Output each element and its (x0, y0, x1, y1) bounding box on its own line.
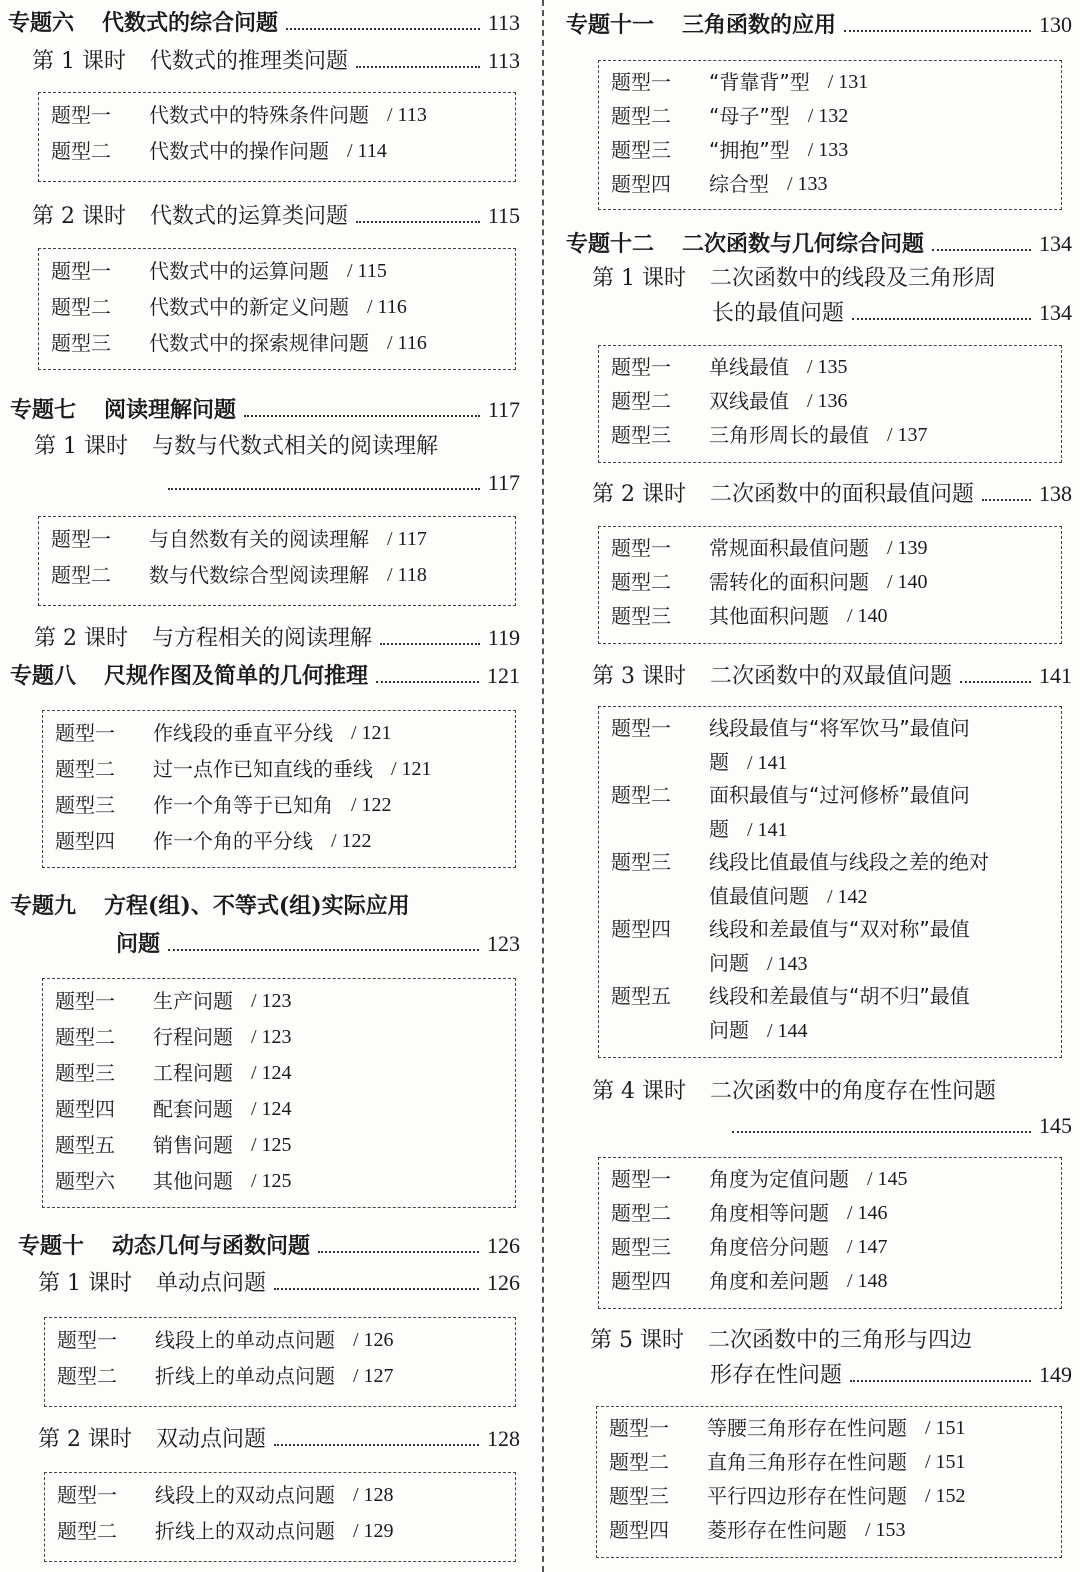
lesson-number: 第 1 课时 (592, 266, 686, 291)
page-number: 121 (487, 663, 520, 688)
topic-number: 专题六 (8, 10, 75, 36)
page-ref: / 127 (353, 1365, 394, 1387)
page-number: 130 (1039, 12, 1072, 37)
type-title: 角度为定值问题 (709, 1167, 849, 1191)
question-type-row[interactable] (611, 531, 1049, 565)
lesson-number: 第 1 课时 (38, 1271, 132, 1296)
lesson-number: 第 2 课时 (34, 626, 128, 651)
lesson-title: 二次函数中的三角形与四边 (707, 1328, 972, 1353)
type-label: 题型一 (51, 103, 111, 127)
leader-dots (274, 1288, 479, 1290)
question-type-box (598, 526, 1062, 644)
type-label: 题型三 (55, 793, 115, 817)
question-type-box (42, 978, 516, 1208)
page-ref: / 124 (251, 1062, 292, 1084)
type-title: 销售问题 (153, 1133, 233, 1157)
question-type-row[interactable] (55, 1091, 503, 1127)
type-title: 与自然数有关的阅读理解 (149, 527, 369, 551)
page-ref: / 140 (847, 605, 888, 627)
topic-number: 专题九 (10, 893, 77, 919)
leader-dots (356, 221, 480, 223)
type-title: 角度和差问题 (709, 1269, 829, 1293)
question-type-row[interactable] (51, 133, 503, 169)
page-ref: / 114 (347, 140, 387, 162)
type-title: 代数式中的运算问题 (149, 259, 329, 283)
type-title: 配套问题 (153, 1097, 233, 1121)
type-label: 题型一 (55, 989, 115, 1013)
type-label: 题型一 (57, 1483, 117, 1507)
toc-entry-lesson-page-line[interactable] (712, 296, 1072, 331)
page-ref: / 152 (925, 1485, 966, 1507)
type-title: 线段和差最值与“双对称”最值 (709, 917, 970, 941)
leader-dots (852, 318, 1031, 320)
page-number: 138 (1039, 481, 1072, 506)
question-type-box (44, 1472, 516, 1562)
type-title: 折线上的双动点问题 (155, 1519, 335, 1543)
leader-dots (960, 681, 1031, 683)
page-ref: / 122 (351, 794, 392, 816)
type-title: 角度相等问题 (709, 1201, 829, 1225)
question-type-row[interactable] (611, 1196, 1049, 1230)
question-type-box (598, 1157, 1062, 1309)
page-ref: / 129 (353, 1520, 394, 1542)
type-label: 题型一 (51, 527, 111, 551)
lesson-number: 第 2 课时 (592, 482, 686, 507)
type-label: 题型三 (611, 850, 671, 874)
lesson-number: 第 2 课时 (38, 1427, 132, 1452)
leader-dots (380, 643, 480, 645)
lesson-title: 单动点问题 (155, 1271, 266, 1296)
toc-entry-topic-10[interactable] (18, 1229, 520, 1263)
question-type-box (38, 516, 516, 606)
page-number: 113 (487, 10, 520, 35)
toc-entry-lesson-title-line[interactable] (592, 262, 1072, 296)
page-ref: / 133 (807, 139, 849, 161)
question-type-box (38, 92, 516, 182)
page-ref: / 116 (367, 296, 407, 318)
page-number: 145 (1039, 1113, 1072, 1138)
type-label: 题型二 (611, 1201, 671, 1225)
type-title: 需转化的面积问题 (709, 570, 869, 594)
type-title: 线段最值与“将军饮马”最值问 (709, 716, 970, 740)
topic-title: 方程(组)、不等式(组)实际应用 (104, 893, 410, 919)
leader-dots (932, 249, 1031, 251)
type-label: 题型二 (611, 104, 671, 128)
page-ref: / 125 (251, 1170, 292, 1192)
page-ref: / 137 (887, 424, 928, 446)
type-title-continued: 问题 (709, 1018, 749, 1042)
question-type-row[interactable] (611, 845, 1049, 912)
type-label: 题型一 (57, 1328, 117, 1352)
page-ref: / 143 (767, 953, 808, 975)
type-title: 面积最值与“过河修桥”最值问 (709, 783, 970, 807)
page-ref: / 136 (807, 390, 848, 412)
type-label: 题型一 (611, 1167, 671, 1191)
type-label: 题型三 (609, 1484, 669, 1508)
page-ref: / 131 (827, 71, 869, 93)
question-type-box (598, 60, 1062, 210)
question-type-row[interactable] (57, 1322, 503, 1358)
type-label: 题型三 (611, 604, 671, 628)
question-type-row[interactable] (51, 557, 503, 593)
type-title-continued: 题 (709, 750, 729, 774)
leader-dots (850, 1380, 1031, 1382)
toc-entry-lesson[interactable] (34, 621, 520, 656)
page-ref: / 141 (747, 752, 788, 774)
type-label: 题型一 (55, 721, 115, 745)
type-label: 题型二 (611, 389, 671, 413)
type-label: 题型四 (609, 1518, 669, 1542)
topic-number: 专题十二 (566, 231, 655, 257)
toc-entry-lesson[interactable] (38, 1422, 520, 1457)
question-type-box (598, 345, 1062, 463)
topic-number: 专题八 (10, 663, 77, 689)
type-label: 题型一 (611, 355, 671, 379)
question-type-row[interactable] (609, 1479, 1049, 1513)
question-type-box (596, 1406, 1062, 1558)
page-ref: / 153 (865, 1519, 906, 1541)
leader-dots (982, 499, 1031, 501)
leader-dots (244, 415, 480, 417)
topic-title: 尺规作图及简单的几何推理 (104, 663, 369, 689)
type-label: 题型二 (611, 570, 671, 594)
type-title: 三角形周长的最值 (709, 423, 869, 447)
question-type-box (42, 710, 516, 868)
question-type-row[interactable] (51, 521, 503, 557)
page-ref: / 122 (331, 830, 372, 852)
question-type-row[interactable] (611, 418, 1049, 452)
page-number: 115 (487, 203, 520, 228)
toc-entry-topic-11[interactable] (566, 8, 1072, 42)
type-label: 题型四 (55, 829, 115, 853)
page-ref: / 145 (867, 1168, 908, 1190)
toc-entry-lesson-title-line[interactable] (590, 1324, 1072, 1358)
toc-entry-lesson-page-line[interactable] (710, 1358, 1072, 1393)
lesson-number: 第 1 课时 (34, 434, 128, 459)
type-title: 作线段的垂直平分线 (153, 721, 333, 745)
toc-entry-lesson[interactable] (592, 659, 1072, 694)
topic-number: 专题十一 (566, 12, 655, 38)
type-label: 题型二 (57, 1519, 117, 1543)
leader-dots (732, 1131, 1031, 1133)
page-number: 123 (487, 931, 520, 956)
type-title: 双线最值 (709, 389, 789, 413)
leader-dots (286, 28, 480, 30)
page-number: 126 (487, 1270, 520, 1295)
leader-dots (168, 488, 480, 490)
page-number: 134 (1039, 231, 1072, 256)
topic-number: 专题七 (10, 397, 77, 423)
leader-dots (274, 1444, 479, 1446)
type-title-continued: 问题 (709, 951, 749, 975)
question-type-row[interactable] (611, 778, 1049, 845)
type-label: 题型三 (611, 138, 671, 162)
topic-title: 阅读理解问题 (104, 397, 237, 423)
page-ref: / 148 (847, 1270, 888, 1292)
type-title: 综合型 (709, 172, 769, 196)
page-ref: / 151 (925, 1417, 966, 1439)
type-title: 常规面积最值问题 (709, 536, 869, 560)
page-ref: / 147 (847, 1236, 888, 1258)
type-label: 题型二 (57, 1364, 117, 1388)
page-ref: / 151 (925, 1451, 966, 1473)
type-title: 数与代数综合型阅读理解 (149, 563, 369, 587)
question-type-row[interactable] (55, 1019, 503, 1055)
type-title: 代数式中的操作问题 (149, 139, 329, 163)
page-ref: / 123 (251, 990, 292, 1012)
lesson-title: 代数式的推理类问题 (149, 49, 348, 74)
type-title: “拥抱”型 (709, 138, 790, 162)
type-label: 题型三 (611, 423, 671, 447)
leader-dots (356, 66, 480, 68)
topic-title-continued: 问题 (116, 931, 161, 957)
type-label: 题型三 (51, 331, 111, 355)
page-number: 149 (1039, 1362, 1072, 1387)
type-title: 单线最值 (709, 355, 789, 379)
page-ref: / 146 (847, 1202, 888, 1224)
toc-entry-topic-8[interactable] (10, 659, 520, 693)
page-ref: / 132 (807, 105, 849, 127)
type-label: 题型一 (609, 1416, 669, 1440)
type-label: 题型二 (51, 295, 111, 319)
question-type-box (598, 706, 1062, 1058)
page-ref: / 121 (391, 758, 432, 780)
type-title: 直角三角形存在性问题 (707, 1450, 907, 1474)
question-type-row[interactable] (57, 1513, 503, 1549)
topic-title: 三角函数的应用 (682, 12, 837, 38)
toc-entry-lesson-title-line[interactable] (592, 1075, 1072, 1109)
question-type-row[interactable] (55, 983, 503, 1019)
type-label: 题型四 (611, 172, 671, 196)
page-ref: / 133 (787, 173, 828, 195)
type-title-continued: 题 (709, 817, 729, 841)
toc-entry-lesson-page-line[interactable] (732, 1109, 1072, 1143)
question-type-row[interactable] (51, 253, 503, 289)
toc-entry-lesson-page-line[interactable] (168, 466, 520, 500)
toc-entry-lesson[interactable] (32, 44, 520, 79)
type-title: 代数式中的探索规律问题 (149, 331, 369, 355)
question-type-row[interactable] (611, 979, 1049, 1046)
type-label: 题型四 (611, 1269, 671, 1293)
type-title: 作一个角的平分线 (153, 829, 313, 853)
leader-dots (844, 30, 1031, 32)
lesson-title: 双动点问题 (155, 1427, 266, 1452)
leader-dots (318, 1251, 479, 1253)
type-label: 题型二 (611, 783, 671, 807)
lesson-number: 第 5 课时 (590, 1328, 684, 1353)
type-title: 等腰三角形存在性问题 (707, 1416, 907, 1440)
question-type-row[interactable] (611, 350, 1049, 384)
page-ref: / 135 (807, 356, 848, 378)
type-title: 其他面积问题 (709, 604, 829, 628)
question-type-row[interactable] (51, 289, 503, 325)
toc-entry-topic-12[interactable] (566, 227, 1072, 261)
toc-entry-lesson[interactable] (32, 199, 520, 234)
type-title: 作一个角等于已知角 (153, 793, 333, 817)
type-title: 线段和差最值与“胡不归”最值 (709, 984, 970, 1008)
question-type-row[interactable] (611, 99, 1049, 133)
toc-entry-lesson-title-line[interactable] (34, 430, 520, 464)
lesson-title: 二次函数中的角度存在性问题 (709, 1079, 996, 1104)
type-title: 线段比值最值与线段之差的绝对 (709, 850, 989, 874)
question-type-row[interactable] (55, 751, 503, 787)
toc-entry-topic-6[interactable] (8, 6, 520, 40)
type-label: 题型五 (611, 984, 671, 1008)
lesson-title: 二次函数中的线段及三角形周 (709, 266, 996, 291)
toc-entry-topic-7[interactable] (10, 393, 520, 427)
page-number: 128 (487, 1426, 520, 1451)
type-title-continued: 值最值问题 (709, 884, 809, 908)
type-title: 行程问题 (153, 1025, 233, 1049)
page-ref: / 113 (387, 104, 427, 126)
toc-entry-topic-9-title-line[interactable] (10, 889, 520, 923)
type-title: “母子”型 (709, 104, 790, 128)
type-label: 题型一 (611, 70, 671, 94)
topic-title: 二次函数与几何综合问题 (682, 231, 925, 257)
question-type-row[interactable] (57, 1358, 503, 1394)
type-label: 题型五 (55, 1133, 115, 1157)
lesson-title: 代数式的运算类问题 (149, 204, 348, 229)
page-ref: / 128 (353, 1484, 394, 1506)
lesson-title-continued: 形存在性问题 (710, 1363, 843, 1388)
type-label: 题型二 (609, 1450, 669, 1474)
page-ref: / 141 (747, 819, 788, 841)
question-type-row[interactable] (55, 1163, 503, 1199)
type-label: 题型二 (51, 139, 111, 163)
type-label: 题型三 (611, 1235, 671, 1259)
page-ref: / 126 (353, 1329, 394, 1351)
question-type-row[interactable] (51, 97, 503, 133)
type-title: 平行四边形存在性问题 (707, 1484, 907, 1508)
lesson-number: 第 2 课时 (32, 204, 126, 229)
page-ref: / 142 (827, 886, 868, 908)
toc-entry-lesson[interactable] (592, 477, 1072, 512)
question-type-row[interactable] (611, 167, 1049, 201)
question-type-row[interactable] (55, 1127, 503, 1163)
page-ref: / 139 (887, 537, 928, 559)
page-number: 126 (487, 1233, 520, 1258)
question-type-row[interactable] (609, 1513, 1049, 1547)
question-type-row[interactable] (55, 823, 503, 859)
question-type-box (44, 1317, 516, 1407)
page-number: 141 (1039, 663, 1072, 688)
type-title: 线段上的单动点问题 (155, 1328, 335, 1352)
question-type-row[interactable] (611, 711, 1049, 778)
question-type-row[interactable] (611, 912, 1049, 979)
page-ref: / 124 (251, 1098, 292, 1120)
page-ref: / 121 (351, 722, 392, 744)
page-number: 134 (1039, 300, 1072, 325)
question-type-row[interactable] (55, 715, 503, 751)
type-label: 题型一 (611, 536, 671, 560)
page-ref: / 140 (887, 571, 928, 593)
lesson-number: 第 4 课时 (592, 1079, 686, 1104)
type-title: 生产问题 (153, 989, 233, 1013)
type-label: 题型二 (51, 563, 111, 587)
type-label: 题型二 (55, 1025, 115, 1049)
question-type-row[interactable] (57, 1477, 503, 1513)
question-type-row[interactable] (611, 384, 1049, 418)
type-title: 折线上的单动点问题 (155, 1364, 335, 1388)
lesson-number: 第 1 课时 (32, 49, 126, 74)
type-title: 角度倍分问题 (709, 1235, 829, 1259)
question-type-row[interactable] (51, 325, 503, 361)
question-type-row[interactable] (55, 1055, 503, 1091)
type-title: 代数式中的特殊条件问题 (149, 103, 369, 127)
topic-number: 专题十 (18, 1233, 85, 1259)
page-ref: / 123 (251, 1026, 292, 1048)
page-number: 117 (487, 397, 520, 422)
page-ref: / 117 (387, 528, 427, 550)
column-divider (542, 0, 544, 1572)
type-label: 题型三 (55, 1061, 115, 1085)
question-type-row[interactable] (611, 565, 1049, 599)
lesson-number: 第 3 课时 (592, 664, 686, 689)
topic-title: 动态几何与函数问题 (112, 1233, 311, 1259)
page-ref: / 116 (387, 332, 427, 354)
lesson-title: 二次函数中的双最值问题 (709, 664, 952, 689)
page-number: 117 (487, 470, 520, 495)
type-label: 题型二 (55, 757, 115, 781)
page-number: 113 (487, 48, 520, 73)
lesson-title: 与方程相关的阅读理解 (151, 626, 372, 651)
question-type-row[interactable] (611, 1162, 1049, 1196)
question-type-row[interactable] (611, 1264, 1049, 1298)
page-ref: / 125 (251, 1134, 292, 1156)
page-ref: / 115 (347, 260, 387, 282)
leader-dots (168, 949, 479, 951)
question-type-row[interactable] (611, 1230, 1049, 1264)
leader-dots (376, 681, 479, 683)
type-title: 工程问题 (153, 1061, 233, 1085)
toc-entry-topic-9-page-line[interactable] (116, 927, 520, 961)
type-label: 题型四 (55, 1097, 115, 1121)
question-type-row[interactable] (609, 1445, 1049, 1479)
type-title: 过一点作已知直线的垂线 (153, 757, 373, 781)
topic-title: 代数式的综合问题 (102, 10, 279, 36)
lesson-title-continued: 长的最值问题 (712, 301, 845, 326)
question-type-row[interactable] (55, 787, 503, 823)
page-ref: / 144 (767, 1020, 808, 1042)
lesson-title: 二次函数中的面积最值问题 (709, 482, 974, 507)
lesson-title: 与数与代数式相关的阅读理解 (151, 434, 438, 459)
type-title: 菱形存在性问题 (707, 1518, 847, 1542)
toc-entry-lesson[interactable] (38, 1266, 520, 1301)
type-label: 题型六 (55, 1169, 115, 1193)
question-type-box (38, 248, 516, 370)
type-title: 线段上的双动点问题 (155, 1483, 335, 1507)
question-type-row[interactable] (611, 65, 1049, 99)
type-label: 题型一 (51, 259, 111, 283)
type-title: “背靠背”型 (709, 70, 810, 94)
type-title: 其他问题 (153, 1169, 233, 1193)
page-ref: / 118 (387, 564, 427, 586)
type-label: 题型四 (611, 917, 671, 941)
type-title: 代数式中的新定义问题 (149, 295, 349, 319)
page-number: 119 (487, 625, 520, 650)
question-type-row[interactable] (611, 599, 1049, 633)
question-type-row[interactable] (609, 1411, 1049, 1445)
type-label: 题型一 (611, 716, 671, 740)
question-type-row[interactable] (611, 133, 1049, 167)
